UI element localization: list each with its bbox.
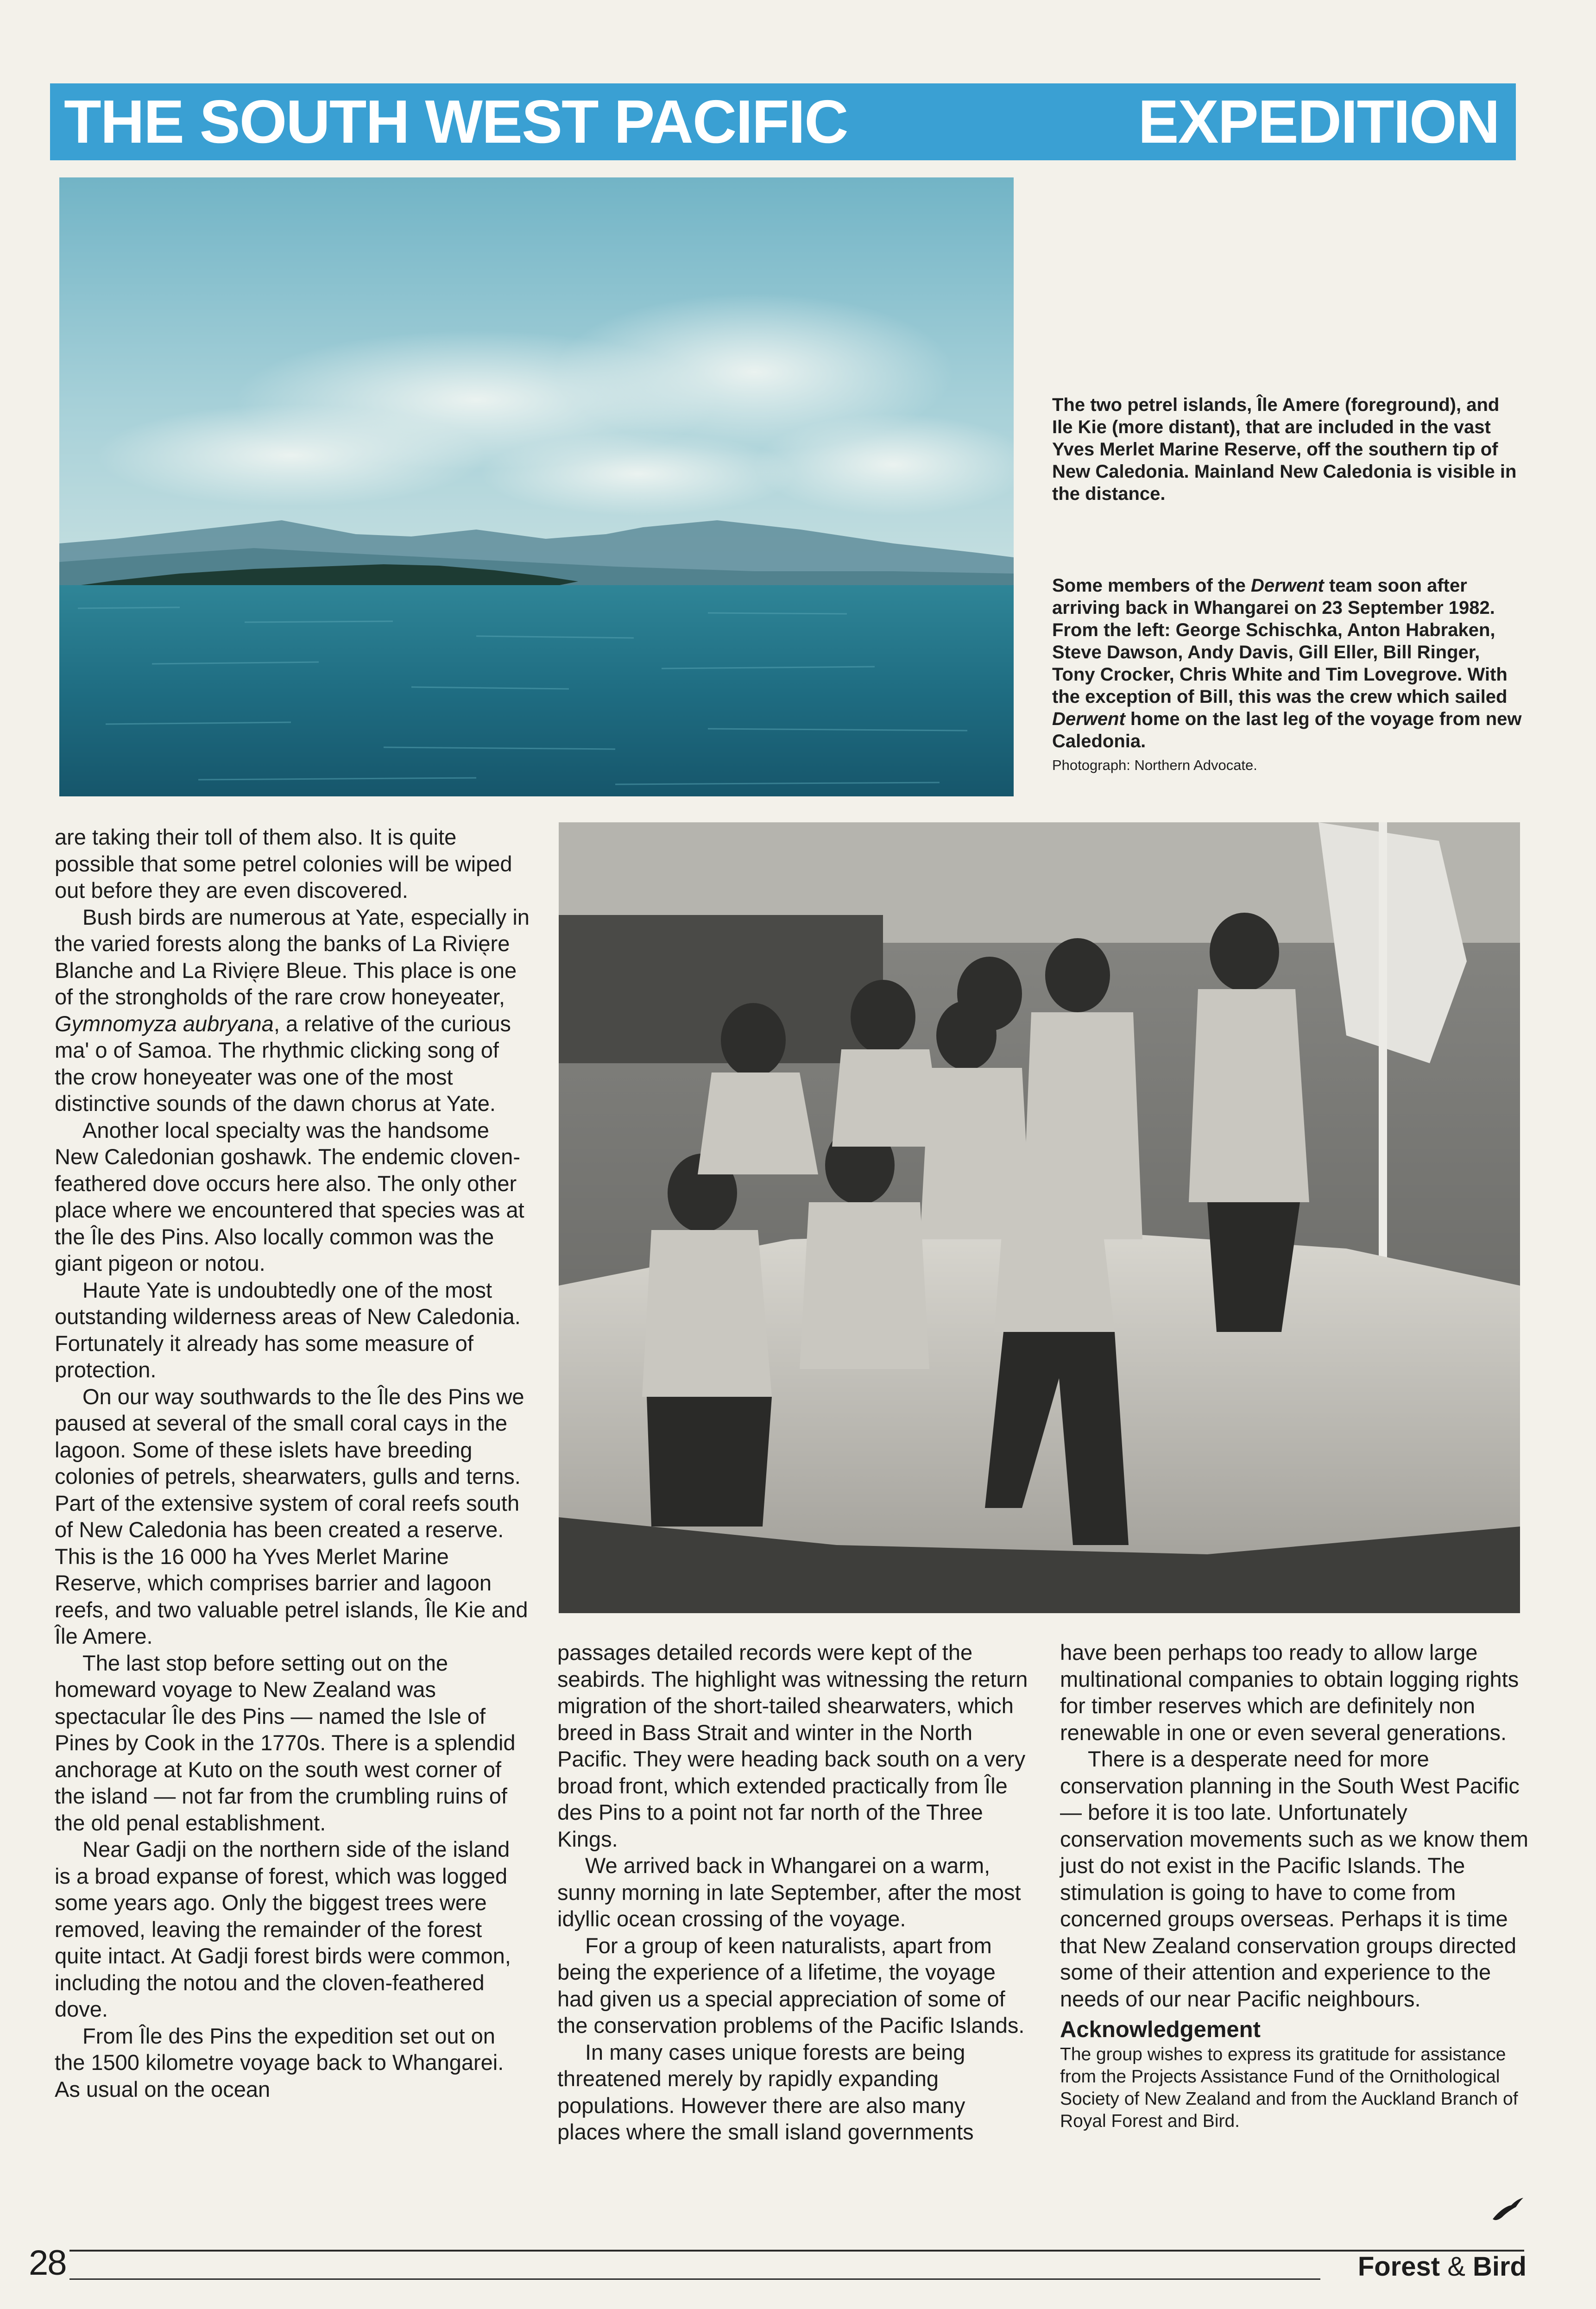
magazine-name-part: Bird xyxy=(1465,2252,1527,2282)
footer-rule xyxy=(69,2250,1524,2252)
islands-photo-image xyxy=(59,177,1014,796)
crew-caption-text: team soon after arriving back in Whangarei on 23 September 1982. From the left: George Schischka, Anton Habraken, Steve Dawson, Andy Davis, Gill Eller, Bill Ringer, Tony Crocker, Chris White and Tim Lovegrove. With the exception of Bill, this was the crew which sailed xyxy=(1052,575,1508,707)
article-paragraph: Near Gadji on the northern side of the island is a broad expanse of forest, which was logged some years ago. Only the biggest trees were removed, leaving the remainder of the forest quite intact. At Gadji forest birds were common, including the notou and the cloven-feathered dove. xyxy=(55,1837,511,2021)
bird-icon xyxy=(1491,2196,1524,2222)
crew-photo-image xyxy=(559,822,1520,1613)
crew-caption-text: Some members of the xyxy=(1052,575,1251,596)
magazine-name xyxy=(1358,2252,1527,2282)
article-paragraph: In many cases unique forests are being threatened merely by rapidly expanding populations. However there are also many places where the small island governments xyxy=(557,2039,974,2144)
paragraph-text: , a relative of the curious ma' o of Samoa. The rhythmic clicking song of the crow honeyeater was one of the most distinctive sounds of the dawn chorus at Yate. xyxy=(55,1011,511,1116)
article-column-3 xyxy=(1060,1639,1535,2132)
crew-caption xyxy=(1052,574,1525,776)
section-label: EXPEDITION xyxy=(1138,88,1499,156)
footer-rule xyxy=(69,2278,1320,2280)
crew-caption-text: home on the last leg of the voyage from new Caledonia. xyxy=(1052,709,1522,751)
article-paragraph: Another local specialty was the handsome New Caledonian goshawk. The endemic cloven-feathered dove occurs here also. The only other place where we encountered that species was at the Île des Pins. Also locally common was the giant pigeon or notou. xyxy=(55,1117,524,1275)
magazine-ampersand: & xyxy=(1447,2252,1465,2282)
acknowledgement-text: The group wishes to express its gratitude for assistance from the Projects Assistance Fund of the Ornithological Society of New Zealand and from the Auckland Branch of Royal Forest and Bird. xyxy=(1060,2044,1518,2131)
acknowledgement-heading: Acknowledgement xyxy=(1060,2017,1261,2042)
article-paragraph: have been perhaps too ready to allow large multinational companies to obtain logging rights for timber reserves which are definitely non renewable in one or even several generations. xyxy=(1060,1640,1519,1745)
article-paragraph: We arrived back in Whangarei on a warm, sunny morning in late September, after the most idyllic ocean crossing of the voyage. xyxy=(557,1853,1021,1931)
article-paragraph: There is a desperate need for more conservation planning in the South West Pacific — before it is too late. Unfortunately conservation movements such as we know them just do not exist in the Pacific Islands. The stimulation is going to have to come from concerned groups overseas. Perhaps it is time that New Zealand conservation groups directed some of their attention and experience to the needs of our near Pacific neighbours. xyxy=(1060,1747,1528,2011)
page-number: 28 xyxy=(29,2243,66,2283)
article-paragraph: passages detailed records were kept of the seabirds. The highlight was witnessing the return migration of the short-tailed shearwaters, which breed in Bass Strait and winter in the North Pacific. They were heading back south on a very broad front, which extended practically from Île des Pins to a point not far north of the Three Kings. xyxy=(557,1640,1028,1851)
article-paragraph: For a group of keen naturalists, apart from being the experience of a lifetime, the voyage had given us a special appreciation of some of the conservation problems of the Pacific Islands. xyxy=(557,1933,1025,2038)
header-banner xyxy=(50,83,1516,160)
article-paragraph: The last stop before setting out on the homeward voyage to New Zealand was spectacular Île des Pins — named the Isle of Pines by Cook in the 1770s. There is a splendid anchorage at Kuto on the south west corner of the island — not far from the crumbling ruins of the old penal establishment. xyxy=(55,1650,516,1835)
article-paragraph: are taking their toll of them also. It is quite possible that some petrel colonies will be wiped out before they are even discovered. xyxy=(55,825,512,902)
article-paragraph: On our way southwards to the Île des Pins we paused at several of the small coral cays in the lagoon. Some of these islets have breeding colonies of petrels, shearwaters, gulls and terns. Part of the extensive system of coral reefs south of New Caledonia has been created a reserve. This is the 16 000 ha Yves Merlet Marine Reserve, which comprises barrier and lagoon reefs, and two valuable petrel islands, Île Kie and Île Amere. xyxy=(55,1384,528,1648)
article-column-1 xyxy=(55,824,530,2102)
article-paragraph: From Île des Pins the expedition set out on the 1500 kilometre voyage back to Whangarei. As usual on the ocean xyxy=(55,2023,504,2101)
article-paragraph: Haute Yate is undoubtedly one of the most outstanding wilderness areas of New Caledonia. Fortunately it already has some measure of protection. xyxy=(55,1277,521,1382)
species-name: Gymnomyza aubryana xyxy=(55,1011,274,1036)
article-paragraph xyxy=(55,904,530,1117)
boat-name: Derwent xyxy=(1052,709,1125,729)
page-title: THE SOUTH WEST PACIFIC xyxy=(64,88,848,156)
magazine-name-part: Forest xyxy=(1357,2252,1448,2282)
crew-photo xyxy=(559,822,1520,1613)
boat-name: Derwent xyxy=(1251,575,1324,596)
paragraph-text: Bush birds are numerous at Yate, especially in the varied forests along the banks of La Rivie̖re Blanche and La Rivie̖re Bleue. This place is one of the strongholds of the rare crow honeyeater, xyxy=(55,904,530,1009)
photo-credit: Photograph: Northern Advocate. xyxy=(1052,757,1257,773)
islands-caption: The two petrel islands, Île Amere (foreground), and Ile Kie (more distant), that are included in the vast Yves Merlet Marine Reserve, off the southern tip of New Caledonia. Mainland New Caledonia is visible in the distance. xyxy=(1052,395,1517,504)
islands-photo xyxy=(59,177,1014,796)
article-column-2 xyxy=(557,1639,1032,2145)
